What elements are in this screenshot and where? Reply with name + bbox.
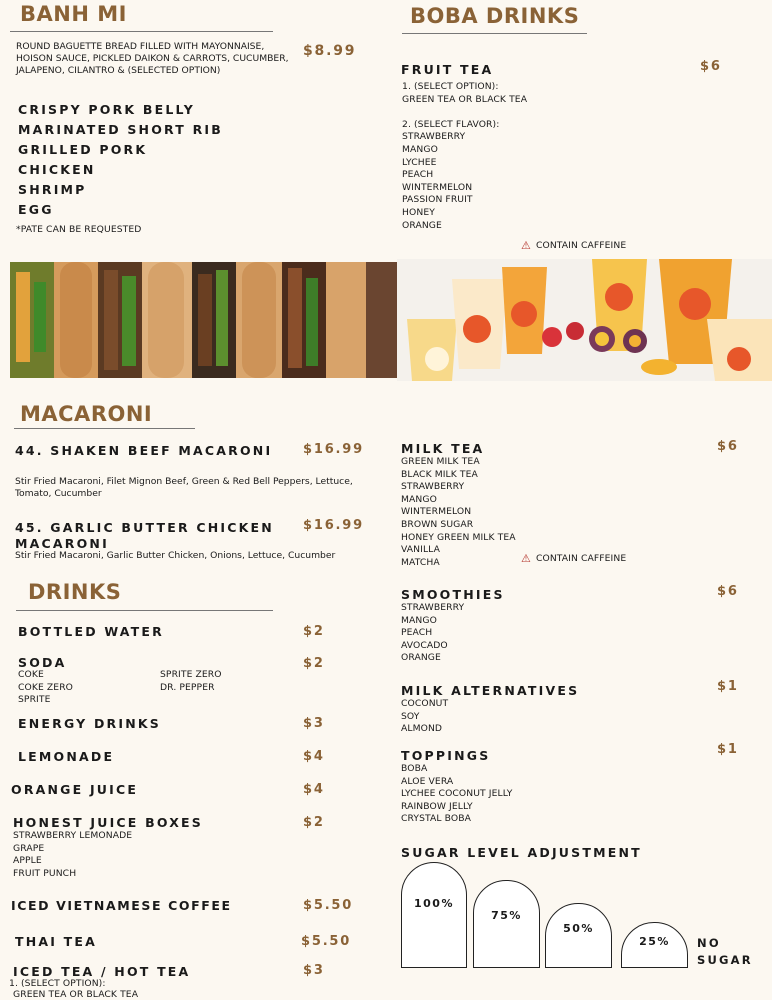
soda-option[interactable]: SPRITE ZERO (160, 669, 222, 680)
smoothie-flavor[interactable]: ORANGE (401, 652, 441, 664)
honest-juice-name[interactable]: HONEST JUICE BOXES (13, 815, 203, 830)
smoothie-flavor[interactable]: PEACH (401, 627, 433, 639)
milk-tea-flavor[interactable]: STRAWBERRY (401, 481, 465, 493)
fruit-tea-flavor[interactable]: PASSION FRUIT (402, 194, 473, 206)
milk-tea-flavor[interactable]: WINTERMELON (401, 506, 472, 518)
iced-tea-price: $3 (303, 963, 325, 978)
sugar-title: SUGAR LEVEL ADJUSTMENT (401, 845, 642, 860)
banh-mi-rule (10, 31, 273, 32)
macaroni-item-name-line: MACARONI (15, 535, 109, 551)
iced-tea-options (9, 978, 138, 1000)
toppings-options (401, 763, 512, 826)
fruit-tea-flavor[interactable]: WINTERMELON (402, 181, 473, 193)
energy-drinks-price: $3 (303, 716, 325, 731)
macaroni-item-name[interactable]: 44. SHAKEN BEEF MACARONI (15, 443, 273, 458)
pate-note: *PATE CAN BE REQUESTED (16, 224, 142, 235)
smoothie-flavor[interactable]: STRAWBERRY (401, 602, 465, 613)
toppings-price: $1 (717, 742, 739, 757)
no-sugar-option[interactable] (697, 935, 753, 969)
iced-tea-step1: 1. (SELECT OPTION): (9, 978, 106, 989)
milk-tea-flavor[interactable]: HONEY GREEN MILK TEA (401, 531, 516, 543)
no-sugar-label: SUGAR (697, 953, 753, 967)
lemonade-name[interactable]: LEMONADE (18, 749, 115, 764)
banh-mi-title: BANH MI (20, 2, 127, 26)
boba-rule (402, 33, 587, 34)
honest-juice-option[interactable]: GRAPE (13, 842, 45, 854)
macaroni-item-desc: Stir Fried Macaroni, Filet Mignon Beef, Green & Red Bell Peppers, Lettuce, Tomato, Cucumber (15, 476, 353, 500)
drinks-title: DRINKS (28, 580, 122, 604)
banh-mi-price: $8.99 (303, 43, 357, 59)
smoothies-price: $6 (717, 584, 739, 599)
banh-mi-option[interactable]: EGG (18, 202, 54, 217)
bottled-water-price: $2 (303, 624, 325, 639)
milk-tea-flavor[interactable]: GREEN MILK TEA (401, 456, 480, 467)
fruit-tea-flavor[interactable]: LYCHEE (402, 156, 437, 168)
orange-juice-name[interactable]: ORANGE JUICE (11, 782, 139, 797)
sugar-level-75[interactable] (473, 880, 540, 968)
fruit-tea-price: $6 (700, 59, 722, 74)
sugar-level-label: 50% (563, 922, 594, 935)
caffeine-label: CONTAIN CAFFEINE (535, 240, 627, 251)
banh-mi-option[interactable]: CHICKEN (18, 162, 96, 177)
soda-option[interactable]: COKE (18, 669, 44, 680)
milk-tea-flavor[interactable]: VANILLA (401, 544, 440, 556)
topping-option[interactable]: CRYSTAL BOBA (401, 813, 472, 825)
warning-icon: ⚠ (521, 552, 531, 565)
milk-tea-flavors (401, 456, 516, 569)
fruit-tea-flavor[interactable]: STRAWBERRY (402, 131, 466, 143)
fruit-tea-options (402, 81, 527, 232)
banh-mi-description: ROUND BAGUETTE BREAD FILLED WITH MAYONNAISE, HOISON SAUCE, PICKLED DAIKON & CARROTS, CUCUMBER, JALAPENO, CILANTRO & (SELECTED OPTION) (16, 41, 289, 77)
toppings-name[interactable]: TOPPINGS (401, 748, 491, 763)
milk-tea-caffeine (521, 553, 626, 566)
honest-juice-option[interactable]: STRAWBERRY LEMONADE (13, 830, 133, 841)
milk-alternatives-options (401, 698, 448, 736)
soda-option[interactable]: SPRITE (18, 694, 51, 706)
sugar-level-25[interactable] (621, 922, 688, 968)
macaroni-item-price: $16.99 (303, 518, 364, 533)
drinks-rule (16, 610, 273, 611)
iced-coffee-price: $5.50 (303, 898, 354, 913)
milk-tea-price: $6 (717, 439, 739, 454)
milk-tea-flavor[interactable]: MATCHA (401, 556, 440, 568)
macaroni-title: MACARONI (20, 402, 153, 426)
sugar-level-100[interactable] (401, 862, 467, 968)
lemonade-price: $4 (303, 749, 325, 764)
fruit-tea-step2: 2. (SELECT FLAVOR): (402, 118, 500, 130)
fruit-tea-flavor[interactable]: HONEY (402, 206, 435, 218)
soda-name[interactable]: SODA (18, 655, 67, 670)
soda-option[interactable]: DR. PEPPER (160, 681, 215, 693)
milk-alternative-option[interactable]: SOY (401, 710, 420, 722)
orange-juice-price: $4 (303, 782, 325, 797)
fruit-tea-step1: 1. (SELECT OPTION): (402, 81, 499, 92)
macaroni-item-name[interactable] (15, 520, 274, 551)
topping-option[interactable]: BOBA (401, 763, 428, 774)
smoothie-flavor[interactable]: AVOCADO (401, 639, 448, 651)
soda-price: $2 (303, 656, 325, 671)
soda-options-col1 (18, 669, 73, 707)
thai-tea-name[interactable]: THAI TEA (15, 934, 98, 949)
macaroni-item-name-line: 45. GARLIC BUTTER CHICKEN (15, 520, 274, 535)
milk-tea-flavor[interactable]: BLACK MILK TEA (401, 468, 478, 480)
energy-drinks-name[interactable]: ENERGY DRINKS (18, 716, 161, 731)
fruit-tea-caffeine (521, 240, 626, 253)
topping-option[interactable]: LYCHEE COCONUT JELLY (401, 788, 513, 800)
topping-option[interactable]: RAINBOW JELLY (401, 800, 473, 812)
honest-juice-price: $2 (303, 815, 325, 830)
iced-tea-name[interactable]: ICED TEA / HOT TEA (13, 964, 191, 979)
banh-mi-options (18, 100, 223, 220)
banh-mi-option[interactable]: CRISPY PORK BELLY (18, 102, 195, 117)
topping-option[interactable]: ALOE VERA (401, 775, 454, 787)
smoothie-flavor[interactable]: MANGO (401, 614, 437, 626)
soda-options-col2 (160, 669, 222, 694)
sugar-level-label: 100% (414, 897, 454, 910)
fruit-tea-step1-value[interactable]: GREEN TEA OR BLACK TEA (402, 93, 528, 105)
smoothies-name[interactable]: SMOOTHIES (401, 587, 505, 602)
bottled-water-name[interactable]: BOTTLED WATER (18, 624, 164, 639)
no-sugar-label: NO (697, 936, 721, 950)
milk-tea-name[interactable]: MILK TEA (401, 441, 485, 456)
banh-mi-photo (10, 262, 397, 378)
honest-juice-option[interactable]: FRUIT PUNCH (13, 867, 77, 879)
macaroni-item-desc: Stir Fried Macaroni, Garlic Butter Chicken, Onions, Lettuce, Cucumber (15, 550, 336, 561)
sugar-level-label: 75% (491, 909, 522, 922)
smoothies-flavors (401, 602, 464, 665)
milk-alternatives-name[interactable]: MILK ALTERNATIVES (401, 683, 580, 698)
thai-tea-price: $5.50 (301, 934, 352, 949)
milk-alternatives-price: $1 (717, 679, 739, 694)
honest-juice-options (13, 830, 132, 880)
sugar-level-label: 25% (639, 935, 670, 948)
banh-mi-option[interactable]: SHRIMP (18, 182, 87, 197)
macaroni-rule (14, 428, 195, 429)
milk-tea-flavor[interactable]: BROWN SUGAR (401, 518, 474, 530)
banh-mi-option[interactable]: GRILLED PORK (18, 142, 148, 157)
fruit-tea-flavor[interactable]: MANGO (402, 143, 438, 155)
milk-tea-flavor[interactable]: MANGO (401, 493, 437, 505)
honest-juice-option[interactable]: APPLE (13, 855, 42, 867)
soda-option[interactable]: COKE ZERO (18, 681, 74, 693)
warning-icon: ⚠ (521, 239, 531, 252)
iced-tea-step1-value[interactable]: GREEN TEA OR BLACK TEA (13, 989, 139, 1000)
milk-alternative-option[interactable]: ALMOND (401, 723, 443, 735)
iced-coffee-name[interactable]: ICED VIETNAMESE COFFEE (11, 898, 232, 913)
boba-title: BOBA DRINKS (410, 4, 580, 28)
banh-mi-option[interactable]: MARINATED SHORT RIB (18, 122, 223, 137)
fruit-tea-name[interactable]: FRUIT TEA (401, 62, 494, 77)
sugar-level-50[interactable] (545, 903, 612, 968)
caffeine-label: CONTAIN CAFFEINE (535, 553, 627, 564)
macaroni-item-price: $16.99 (303, 442, 364, 457)
boba-photo (397, 259, 772, 381)
milk-alternative-option[interactable]: COCONUT (401, 698, 449, 709)
fruit-tea-flavor[interactable]: PEACH (402, 169, 434, 181)
fruit-tea-flavor[interactable]: ORANGE (402, 219, 442, 231)
